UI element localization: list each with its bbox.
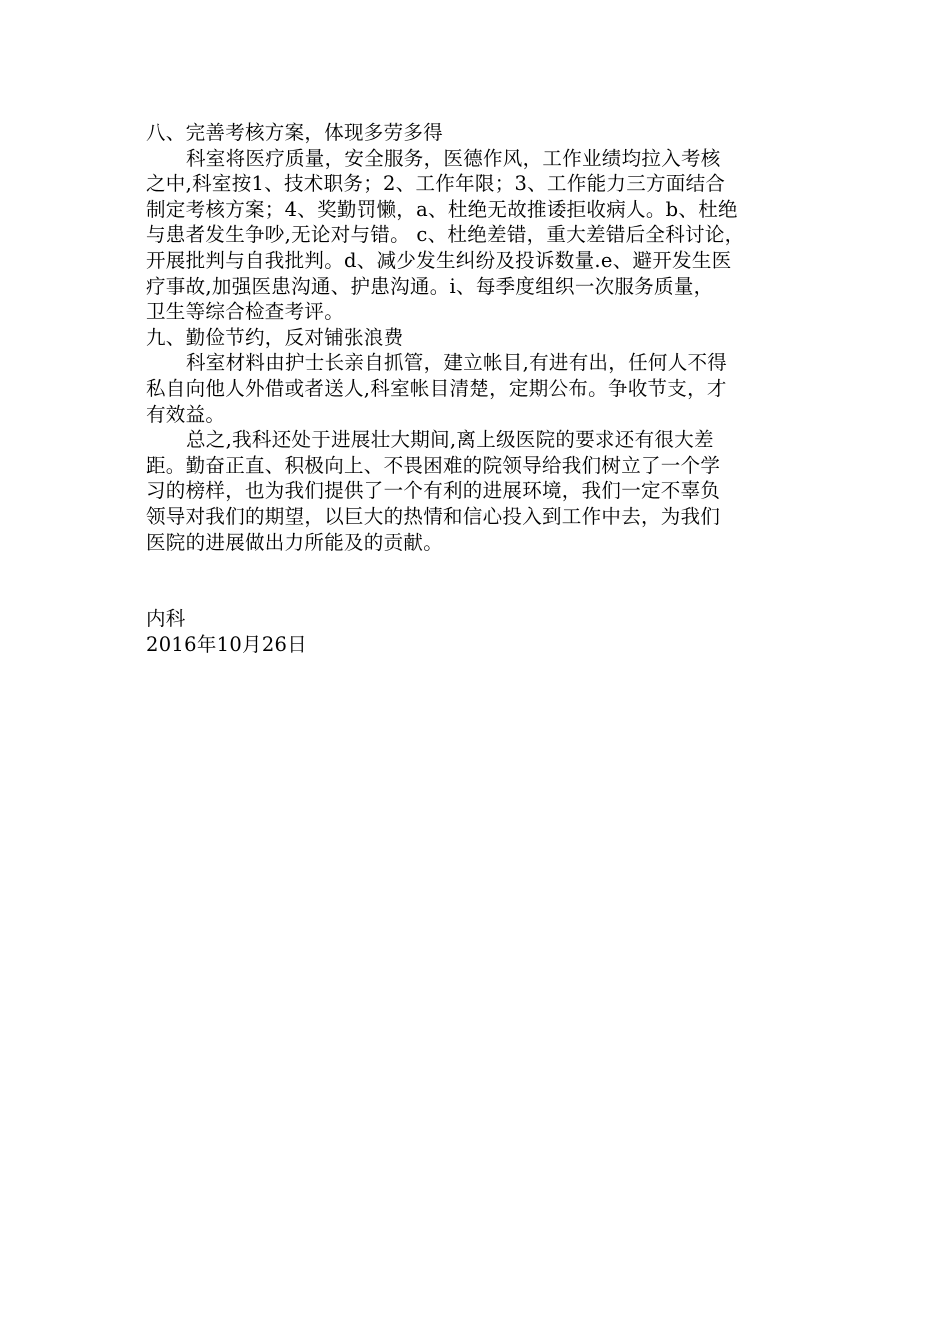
summary-line: 总之,我科还处于进展壮大期间,离上级医院的要求还有很大差 [186,428,714,452]
summary-line: 距。勤奋正直、积极向上、不畏困难的院领导给我们树立了一个学 [146,453,721,477]
section-8-line: 卫生等综合检查考评。 [146,300,345,324]
summary-line: 领导对我们的期望，以巨大的热情和信心投入到工作中去，为我们 [146,504,721,528]
section-9-line: 科室材料由护士长亲自抓管，建立帐目,有进有出，任何人不得 [186,351,728,375]
section-8-line: 制定考核方案；4、奖勤罚懒，a、杜绝无故推诿拒收病人。b、杜绝 [146,197,738,221]
section-8-line: 开展批判与自我批判。d、减少发生纠纷及投诉数量.e、避开发生医 [146,248,732,272]
summary-line: 习的榜样，也为我们提供了一个有利的进展环境，我们一定不辜负 [146,479,721,503]
section-8-line: 科室将医疗质量，安全服务，医德作风，工作业绩均拉入考核 [186,146,721,170]
document-body [146,120,818,657]
signature-department: 内科 [146,607,186,631]
section-9-line: 有效益。 [146,402,226,426]
signature-date: 2016年10月26日 [146,632,308,656]
spacer [146,555,818,581]
section-8-heading: 八、完善考核方案，体现多劳多得 [146,121,444,144]
spacer [146,581,818,607]
section-9-heading: 九、勤俭节约，反对铺张浪费 [146,325,404,349]
section-8-line: 与患者发生争吵,无论对与错。 c、杜绝差错，重大差错后全科讨论， [146,223,745,247]
summary-line: 医院的进展做出力所能及的贡献。 [146,530,444,554]
section-8-line: 疗事故,加强医患沟通、护患沟通。i、每季度组织一次服务质量， [146,274,714,298]
section-8-line: 之中,科室按1、技术职务；2、工作年限；3、工作能力三方面结合 [146,172,726,196]
section-9-line: 私自向他人外借或者送人,科室帐目清楚，定期公布。争收节支，才 [146,376,727,400]
